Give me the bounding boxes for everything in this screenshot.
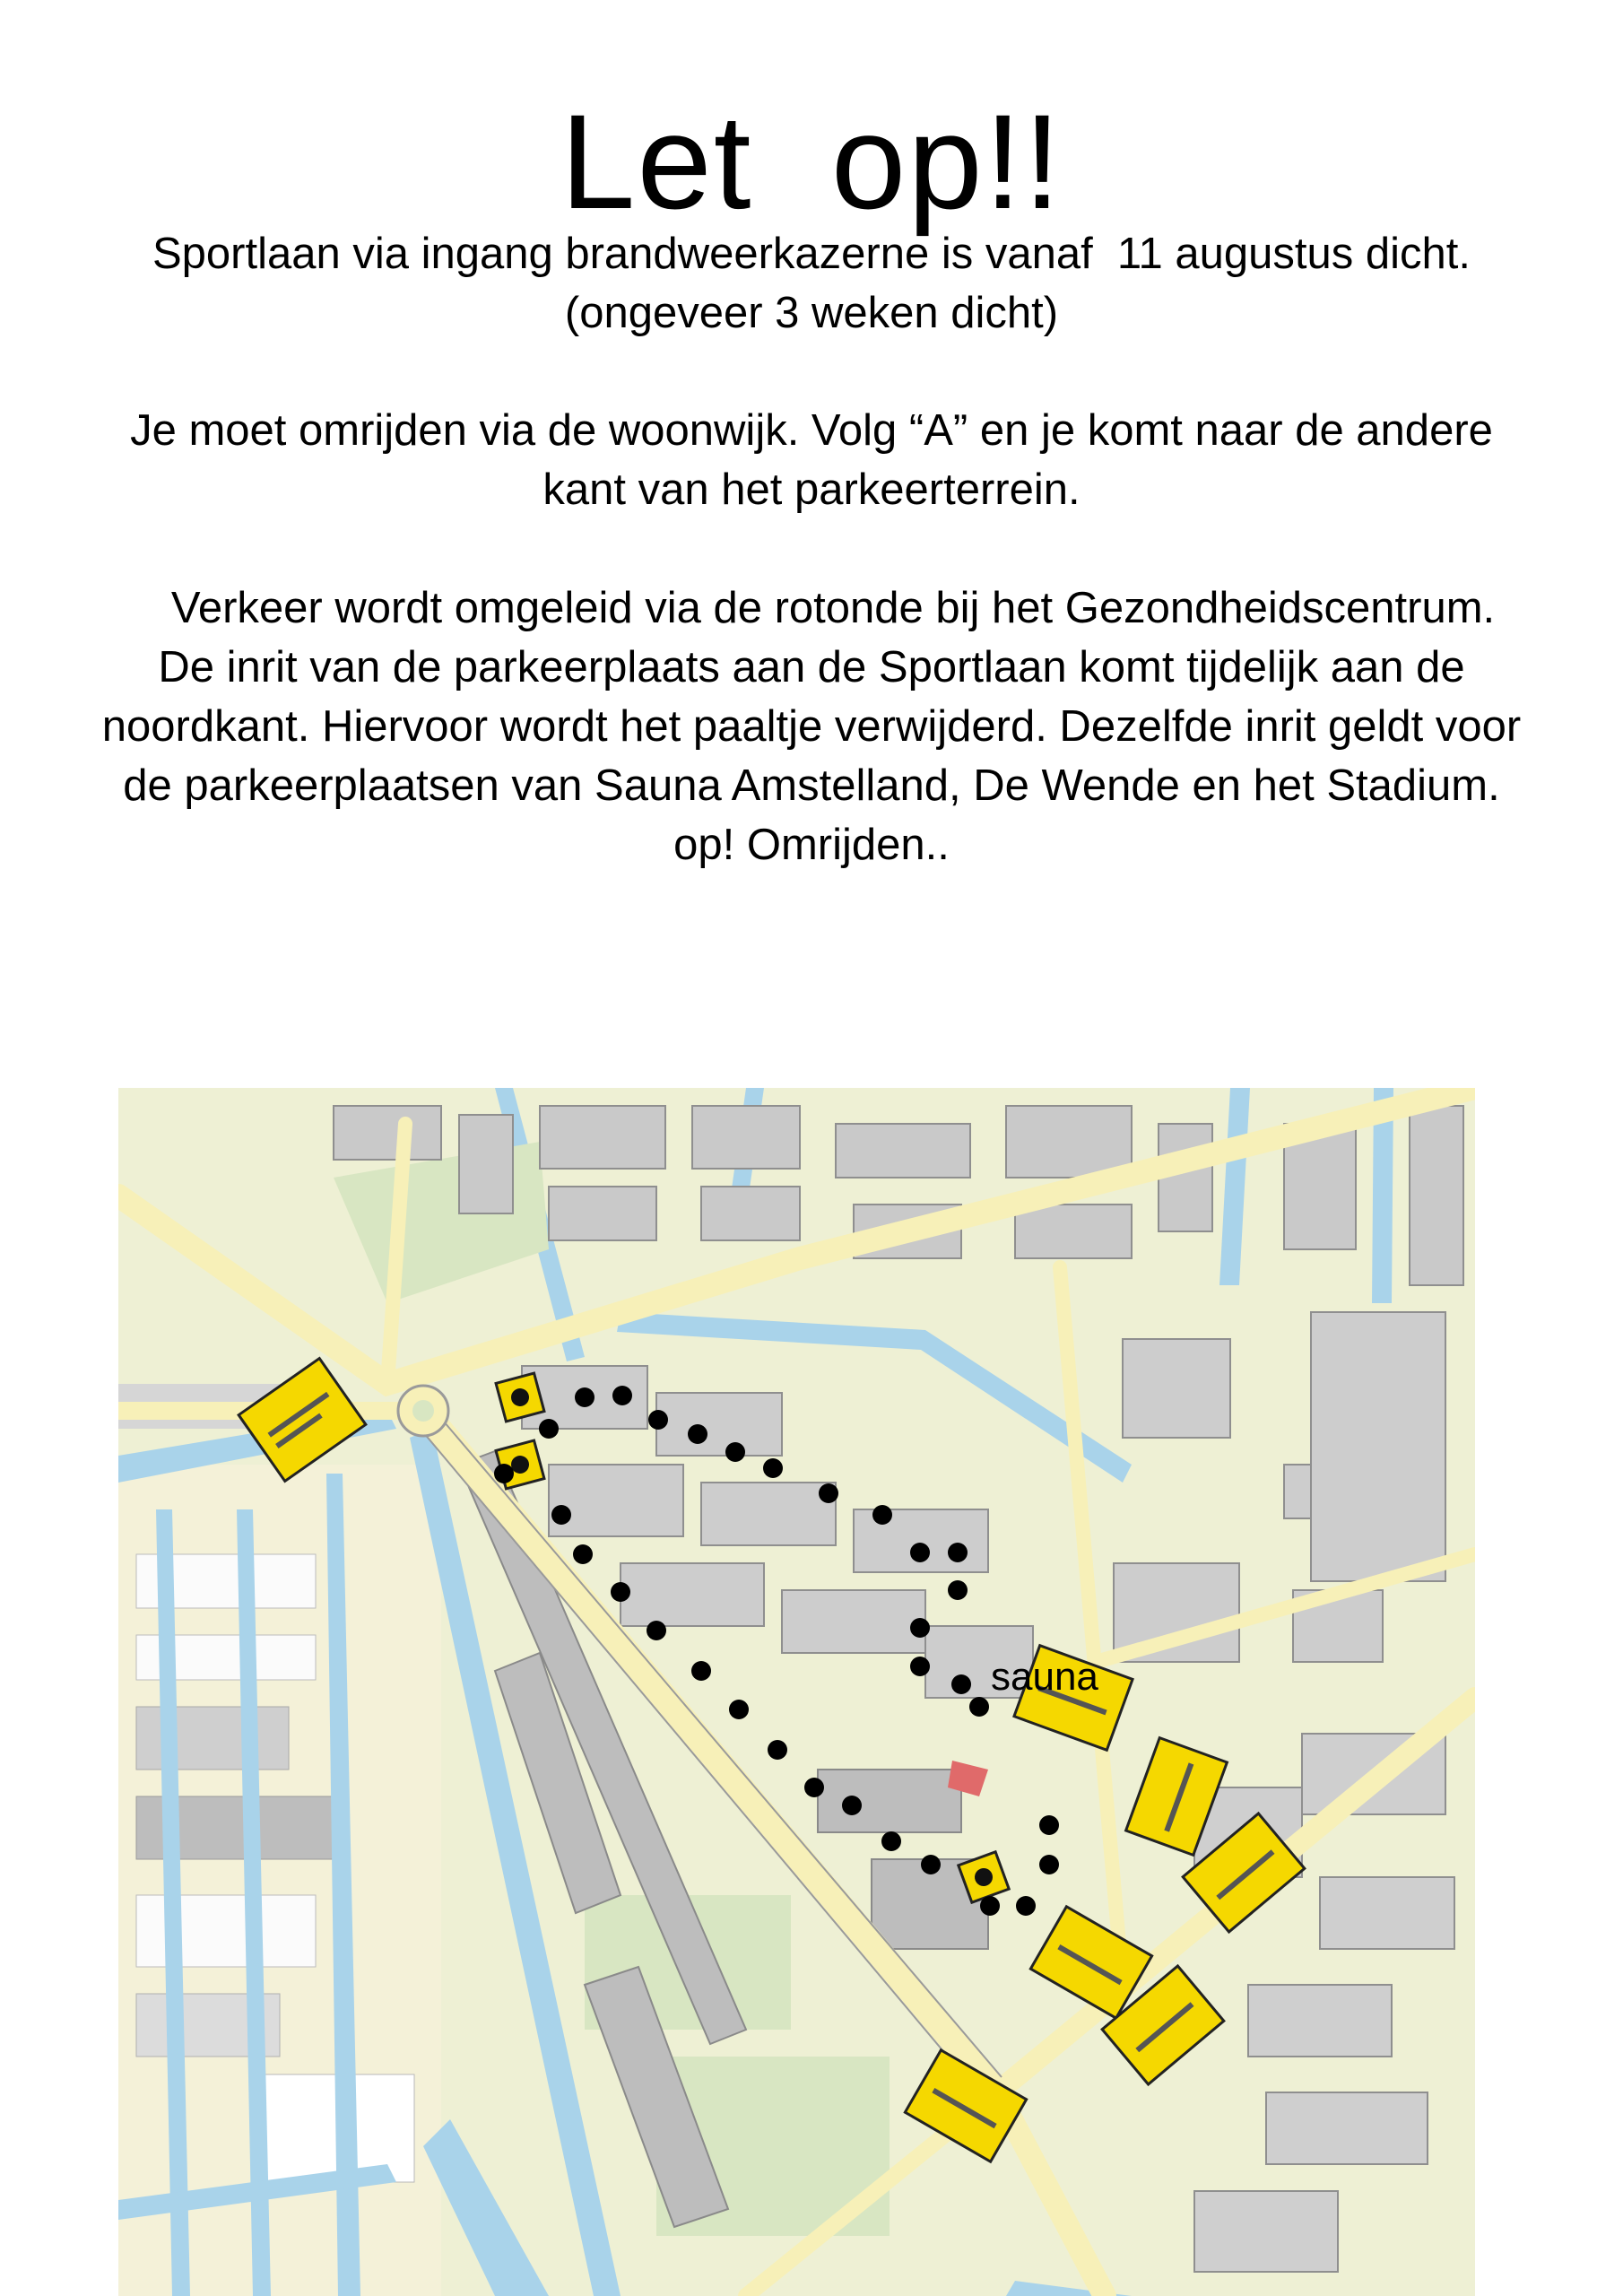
route-dot (969, 1697, 989, 1717)
route-dot (948, 1580, 968, 1600)
route-dot (921, 1855, 941, 1874)
roundabout-center (412, 1400, 434, 1422)
route-dot (804, 1778, 824, 1797)
route-dot (688, 1424, 707, 1444)
notice-line-3: Je moet omrijden via de woonwijk. Volg “A” en je komt naar de andere (130, 406, 1493, 455)
route-dot (611, 1582, 630, 1602)
route-dot (725, 1442, 745, 1462)
route-dot (1039, 1815, 1059, 1835)
route-dot (872, 1505, 892, 1525)
detour-sign-a-north (496, 1373, 544, 1422)
notice-line-8: de parkeerplaatsen van Sauna Amstelland, De Wende en het Stadium. (123, 761, 1500, 810)
route-dot (948, 1543, 968, 1562)
route-dot (910, 1543, 930, 1562)
route-dot (691, 1661, 711, 1681)
page-title: Let op!! (560, 86, 1063, 237)
route-dot (763, 1458, 783, 1478)
sauna-label: sauna (991, 1655, 1098, 1699)
notice-line-7: noordkant. Hiervoor wordt het paaltje verwijderd. Dezelfde inrit geldt voor (101, 702, 1522, 751)
notice-line-2: (ongeveer 3 weken dicht) (564, 289, 1059, 337)
route-dot (573, 1544, 593, 1564)
route-dot (842, 1796, 862, 1815)
route-dot (575, 1387, 595, 1407)
notice-line-6: De inrit van de parkeerplaats aan de Sportlaan komt tijdelijk aan de (158, 643, 1465, 691)
notice-line-9: op! Omrijden.. (673, 821, 950, 869)
route-dot (1039, 1855, 1059, 1874)
route-dot (647, 1621, 666, 1640)
route-dot (1016, 1896, 1036, 1916)
route-dot (551, 1505, 571, 1525)
route-dot (819, 1483, 838, 1503)
route-dot (539, 1419, 559, 1439)
notice-line-1: Sportlaan via ingang brandweerkazerne is vanaf 11 augustus dicht. (152, 230, 1471, 278)
route-dot (951, 1674, 971, 1694)
route-dot (881, 1831, 901, 1851)
route-dot (980, 1896, 1000, 1916)
notice-line-4: kant van het parkeerterrein. (542, 465, 1081, 514)
route-dot (768, 1740, 787, 1760)
map-canvas (118, 1088, 1475, 2296)
route-dot (910, 1618, 930, 1638)
detour-map (118, 1088, 1475, 2296)
route-dot (612, 1386, 632, 1405)
route-dot (494, 1464, 514, 1483)
notice-line-5: Verkeer wordt omgeleid via de rotonde bij het Gezondheidscentrum. (170, 584, 1496, 632)
route-dot (910, 1657, 930, 1676)
route-dot (648, 1410, 668, 1430)
route-dot (729, 1700, 749, 1719)
